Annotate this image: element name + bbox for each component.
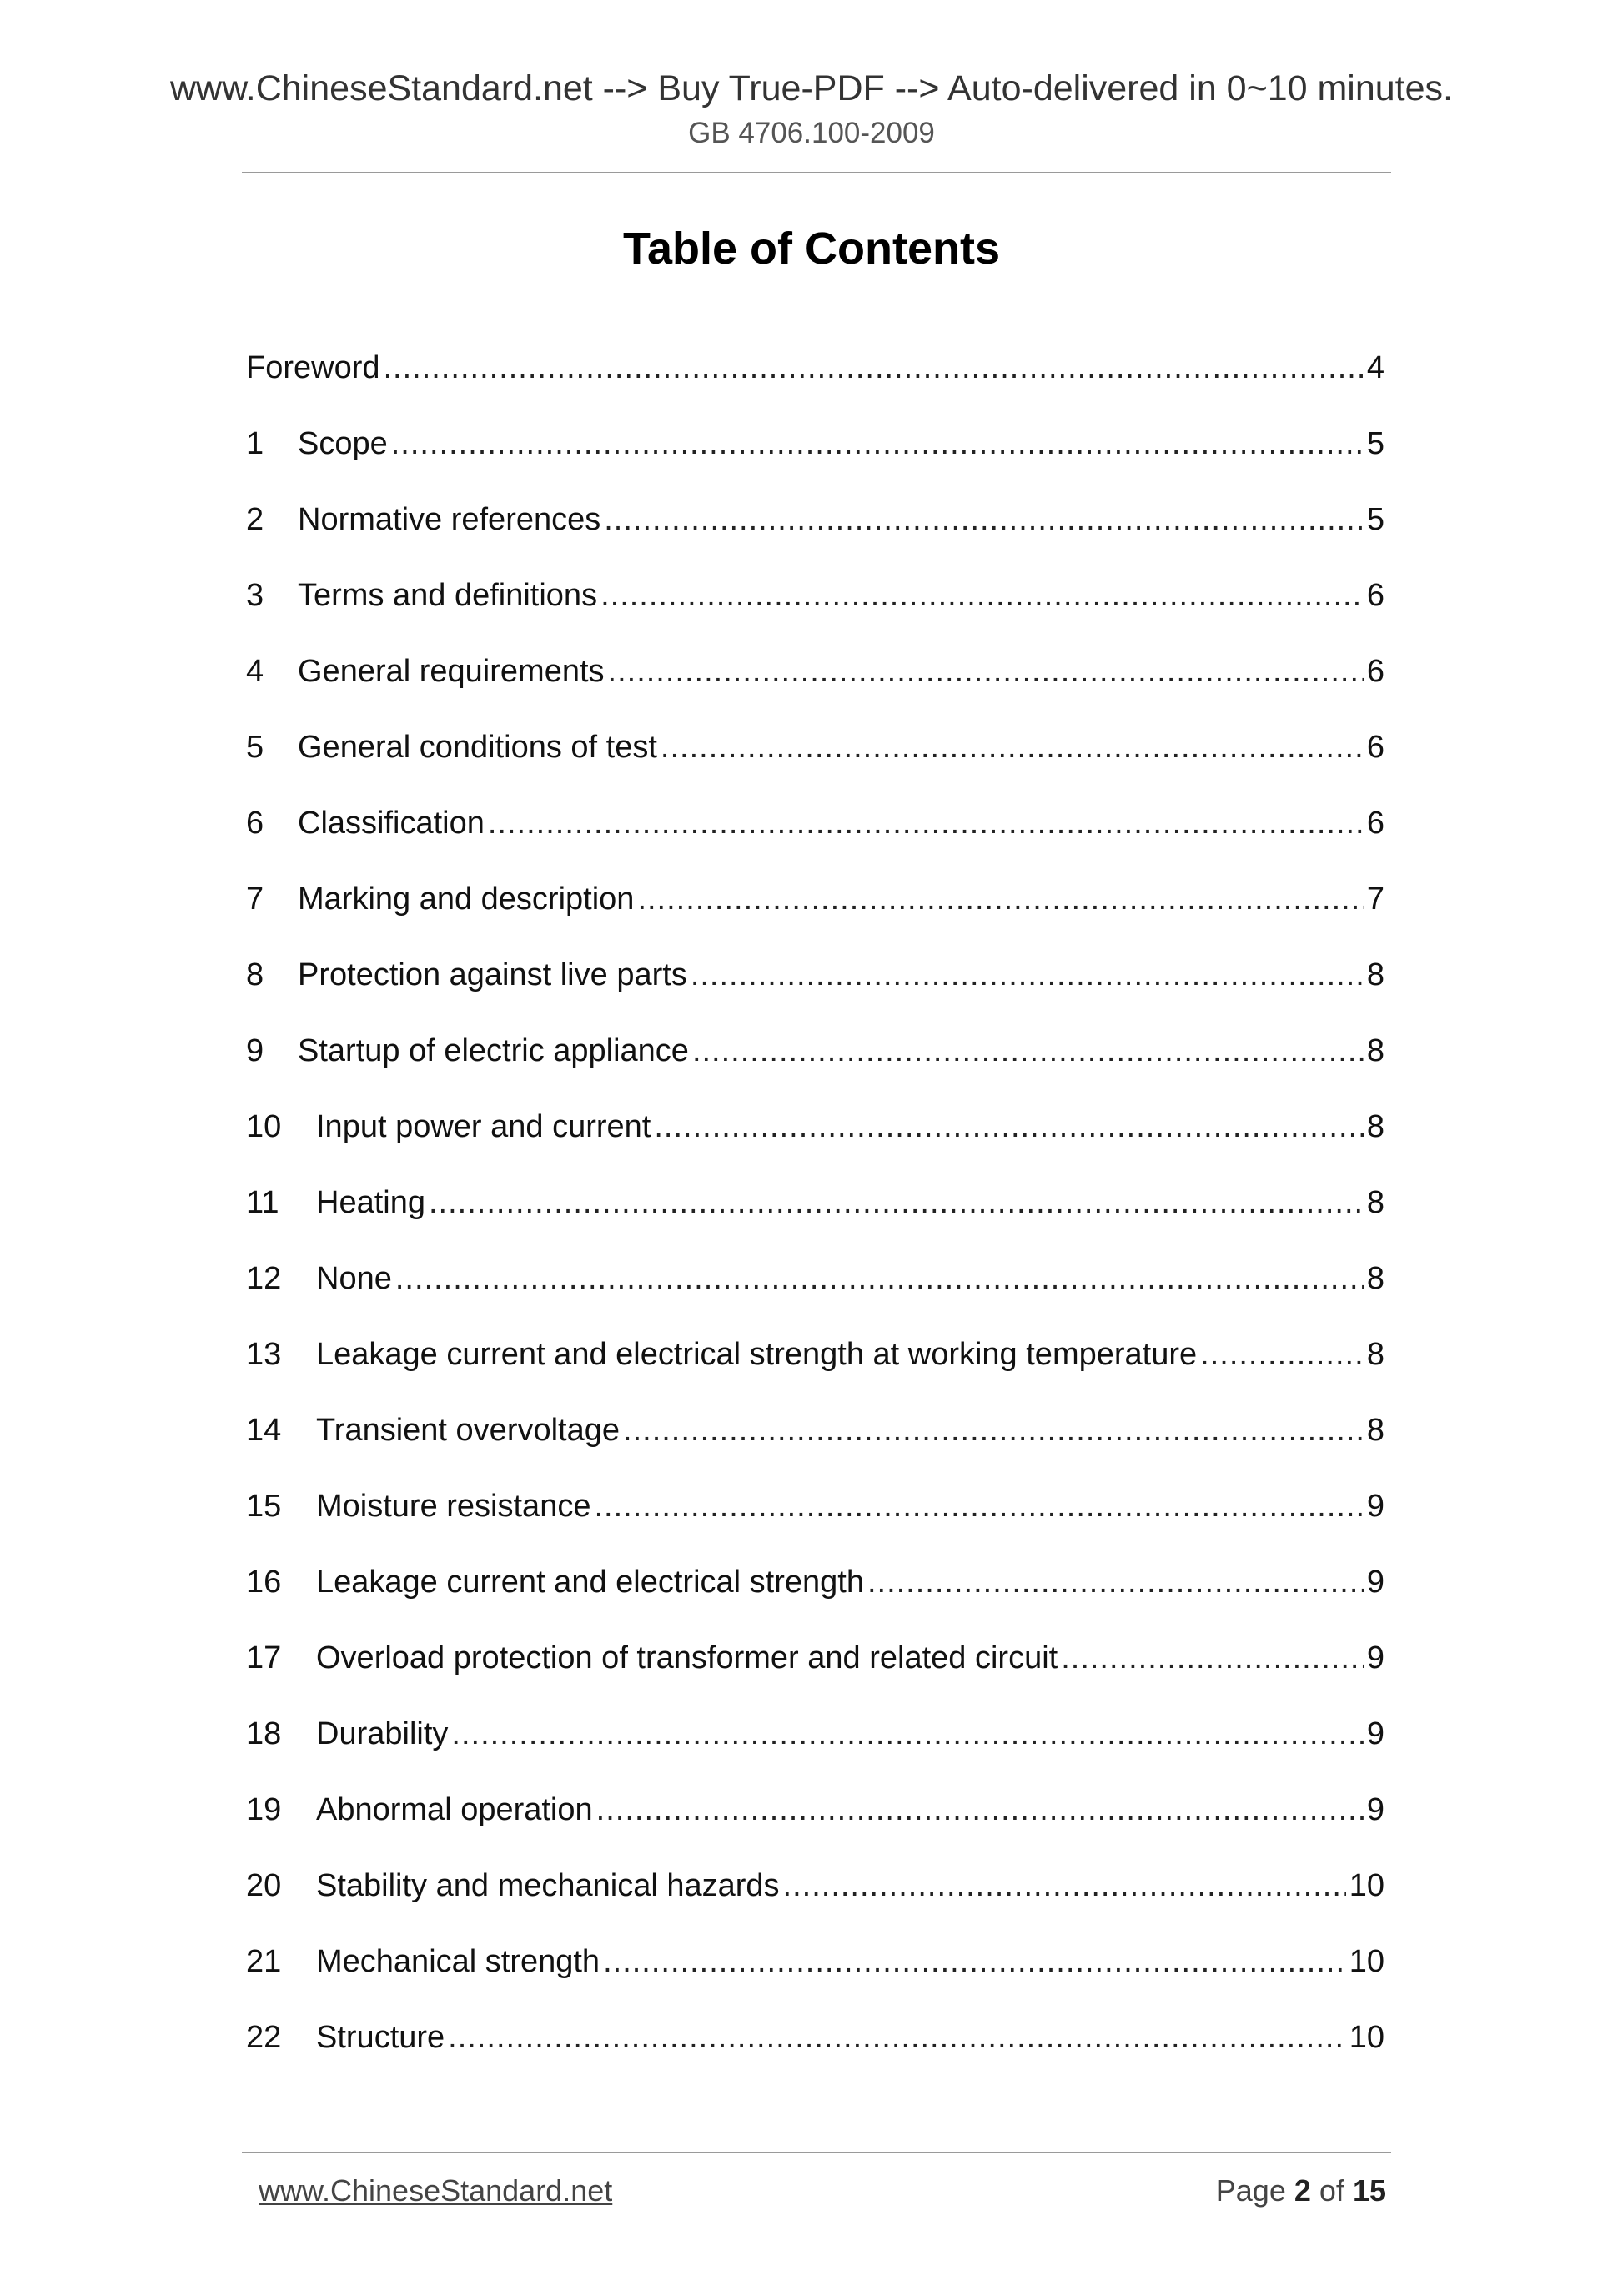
toc-section-number: 8 [246,957,264,992]
toc-dot-leader [448,2016,1346,2059]
toc-page-number: 9 [1366,1792,1384,1827]
toc-section-title: Input power and current [316,1105,651,1148]
toc-dot-leader [691,953,1364,997]
toc-dot-leader [654,1105,1364,1148]
toc-section-number: 5 [246,730,264,765]
standard-code: GB 4706.100-2009 [688,117,935,149]
toc-entry[interactable] [246,1712,1384,1788]
toc-entry[interactable] [246,1333,1384,1409]
toc-section-title: Heating [316,1181,425,1224]
toc-section-number: 18 [246,1716,282,1751]
toc-dot-leader [395,1257,1364,1300]
toc-section-title: Startup of electric appliance [298,1029,689,1073]
toc-section-title: Classification [298,801,485,845]
toc-entry[interactable] [246,1940,1384,2016]
toc-section-number: 15 [246,1489,282,1524]
toc-dot-leader [637,877,1363,921]
toc-dot-leader [608,650,1364,693]
toc-section-number: 4 [246,654,264,689]
toc-page-number: 6 [1366,578,1384,613]
toc-entry[interactable] [246,1864,1384,1940]
toc-page-number: 10 [1349,1944,1384,1979]
toc-entry[interactable] [246,801,1384,877]
toc-page-number: 5 [1366,502,1384,537]
toc-page-number: 9 [1366,1716,1384,1751]
toc-entry[interactable] [246,1029,1384,1105]
toc-section-title: Stability and mechanical hazards [316,1864,780,1907]
toc-section-number: 3 [246,578,264,613]
toc-entry[interactable] [246,346,1384,422]
toc-entry[interactable] [246,1257,1384,1333]
toc-entry[interactable] [246,1409,1384,1485]
toc-section-number: 10 [246,1109,282,1144]
toc-dot-leader [867,1560,1364,1604]
toc-entry[interactable] [246,574,1384,650]
toc-section-number: 13 [246,1337,282,1372]
toc-dot-leader [783,1864,1346,1907]
table-of-contents [246,346,1384,2092]
toc-page-number: 6 [1366,806,1384,841]
toc-dot-leader [1200,1333,1364,1376]
toc-dot-leader [391,422,1364,465]
toc-section-number: 12 [246,1261,282,1296]
toc-page-number: 4 [1366,350,1384,385]
toc-section-title: Terms and definitions [298,574,597,617]
toc-section-number: 1 [246,426,264,461]
toc-page-number: 8 [1366,1337,1384,1372]
toc-page-number: 8 [1366,957,1384,992]
toc-section-number: 11 [246,1185,279,1220]
toc-section-title: Moisture resistance [316,1485,590,1528]
toc-page-number: 6 [1366,730,1384,765]
toc-page-number: 9 [1366,1640,1384,1676]
page-word: Page [1215,2173,1286,2208]
toc-entry[interactable] [246,1105,1384,1181]
footer-divider [242,2152,1391,2153]
toc-entry[interactable] [246,726,1384,801]
toc-entry[interactable] [246,422,1384,498]
toc-dot-leader [600,574,1364,617]
toc-page-number: 9 [1366,1489,1384,1524]
header-banner: www.ChineseStandard.net --> Buy True-PDF --> Auto-delivered in 0~10 minutes. [169,68,1453,108]
toc-section-title: Marking and description [298,877,634,921]
toc-section-title: Overload protection of transformer and related circuit [316,1636,1058,1680]
toc-dot-leader [384,346,1364,389]
page-footer [259,2170,1386,2212]
toc-page-number: 9 [1366,1565,1384,1600]
toc-entry[interactable] [246,877,1384,953]
toc-entry[interactable] [246,953,1384,1029]
toc-page-number: 6 [1366,654,1384,689]
toc-dot-leader [594,1485,1363,1528]
toc-entry[interactable] [246,1560,1384,1636]
toc-dot-leader [692,1029,1364,1073]
toc-section-title: Protection against live parts [298,953,687,997]
toc-dot-leader [429,1181,1364,1224]
toc-page-number: 10 [1349,2020,1384,2055]
toc-entry[interactable] [246,1636,1384,1712]
toc-section-number: 21 [246,1944,282,1979]
toc-section-title: Structure [316,2016,445,2059]
toc-entry[interactable] [246,1181,1384,1257]
toc-dot-leader [1061,1636,1364,1680]
toc-section-title: Transient overvoltage [316,1409,620,1452]
toc-section-title: Leakage current and electrical strength [316,1560,864,1604]
header-divider [242,172,1391,173]
toc-section-number: 7 [246,882,264,917]
total-pages-number: 15 [1352,2173,1386,2208]
toc-section-title: General conditions of test [298,726,657,769]
toc-section-number: 22 [246,2020,282,2055]
footer-site-link[interactable]: www.ChineseStandard.net [259,2173,613,2208]
toc-entry[interactable] [246,1485,1384,1560]
toc-section-title: Durability [316,1712,448,1756]
toc-dot-leader [661,726,1364,769]
toc-page-number: 10 [1349,1868,1384,1903]
page-indicator [1216,2170,1386,2212]
toc-section-title: Leakage current and electrical strength at working temperature [316,1333,1197,1376]
toc-page-number: 8 [1366,1413,1384,1448]
toc-entry[interactable] [246,650,1384,726]
toc-section-title: Abnormal operation [316,1788,593,1831]
toc-page-number: 8 [1366,1185,1384,1220]
toc-section-number: 20 [246,1868,282,1903]
toc-dot-leader [451,1712,1363,1756]
toc-dot-leader [603,1940,1346,1983]
toc-section-number: 17 [246,1640,282,1676]
toc-entry[interactable] [246,2016,1384,2092]
toc-section-number: 9 [246,1033,264,1068]
toc-page-number: 7 [1366,882,1384,917]
page-title: Table of Contents [623,224,1000,274]
toc-section-number: 6 [246,806,264,841]
toc-section-number: 14 [246,1413,282,1448]
toc-dot-leader [604,498,1364,541]
current-page-number: 2 [1294,2173,1311,2208]
toc-page-number: 5 [1366,426,1384,461]
toc-section-title: Scope [298,422,388,465]
toc-section-title: Normative references [298,498,600,541]
toc-section-number: 2 [246,502,264,537]
toc-section-number: 16 [246,1565,282,1600]
page-header [0,65,1623,153]
toc-section-title: General requirements [298,650,605,693]
toc-page-number: 8 [1366,1033,1384,1068]
toc-page-number: 8 [1366,1109,1384,1144]
toc-entry[interactable] [246,498,1384,574]
toc-dot-leader [596,1788,1364,1831]
toc-section-title: None [316,1257,392,1300]
toc-page-number: 8 [1366,1261,1384,1296]
toc-section-title: Mechanical strength [316,1940,600,1983]
of-word: of [1319,2173,1344,2208]
toc-dot-leader [623,1409,1364,1452]
toc-section-number: 19 [246,1792,282,1827]
toc-section-title: Foreword [246,346,380,389]
toc-dot-leader [488,801,1364,845]
toc-entry[interactable] [246,1788,1384,1864]
